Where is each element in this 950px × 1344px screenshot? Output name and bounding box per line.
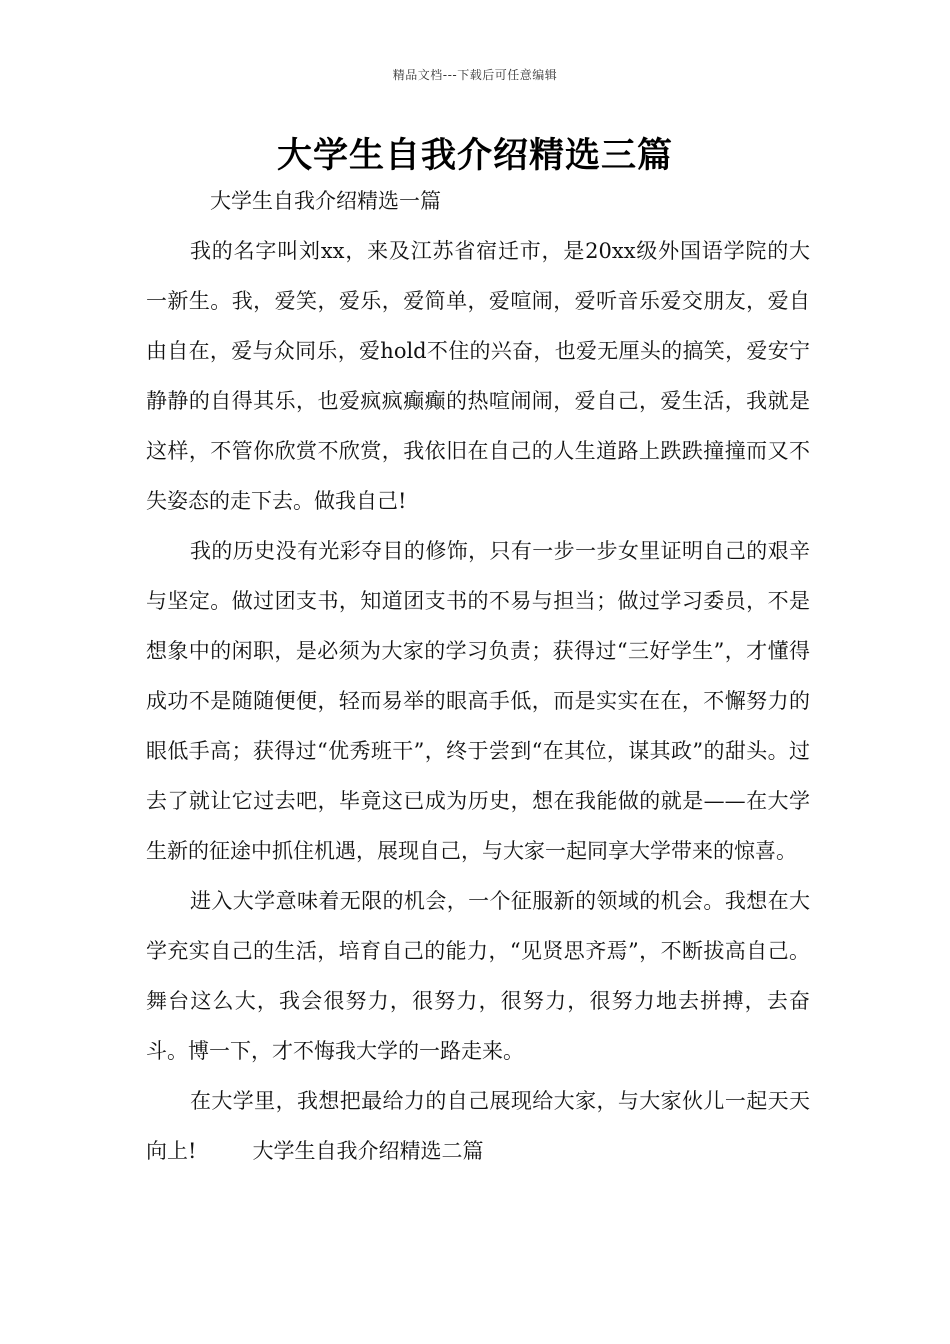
- header-note: 精品文档---下载后可任意编辑: [392, 68, 558, 82]
- paragraph-2: 我的历史没有光彩夺目的修饰，只有一步一步女里证明自己的艰辛与坚定。做过团支书，知道团支书的不易与担当；做过学习委员，不是想象中的闲职，是必须为大家的学习负责；获得过“三好学生”，才懂得成功不是随随便便，轻而易举的眼高手低，而是实实在在，不懈努力的眼低手高；获得过“优秀班干”，终于尝到“在其位，谋其政”的甜头。过去了就让它过去吧，毕竟这已成为历史，想在我能做的就是——在大学生新的征途中抓住机遇，展现自己，与大家一起同享大学带来的惊喜。: [146, 539, 810, 863]
- paragraph-4-text: 在大学里，我想把最给力的自己展现给大家，与大家伙儿一起天天向上!: [146, 1089, 810, 1163]
- paragraph-4: [146, 1076, 810, 1176]
- section-subtitle-two: 大学生自我介绍精选二篇: [252, 1139, 484, 1163]
- document-title: 大学生自我介绍精选三篇: [276, 136, 673, 176]
- paragraph-1: 我的名字叫刘xx，来及江苏省宿迁市，是20xx级外国语学院的大一新生。我，爱笑，爱乐，爱简单，爱喧闹，爱听音乐爱交朋友，爱自由自在，爱与众同乐，爱hold不住的兴奋，也爱无厘头的搞笑，爱安宁静静的自得其乐，也爱疯疯癫癫的热喧闹闹，爱自己，爱生活，我就是这样，不管你欣赏不欣赏，我依旧在自己的人生道路上跌跌撞撞而又不失姿态的走下去。做我自己!: [146, 239, 810, 513]
- paragraph-3: 进入大学意味着无限的机会，一个征服新的领域的机会。我想在大学充实自己的生活，培育自己的能力，“见贤思齐焉”，不断拔高自己。舞台这么大，我会很努力，很努力，很努力，很努力地去拼搏，去奋斗。博一下，才不悔我大学的一路走来。: [146, 889, 810, 1063]
- section-subtitle-one: 大学生自我介绍精选一篇: [210, 189, 441, 213]
- document-body: [146, 176, 810, 1176]
